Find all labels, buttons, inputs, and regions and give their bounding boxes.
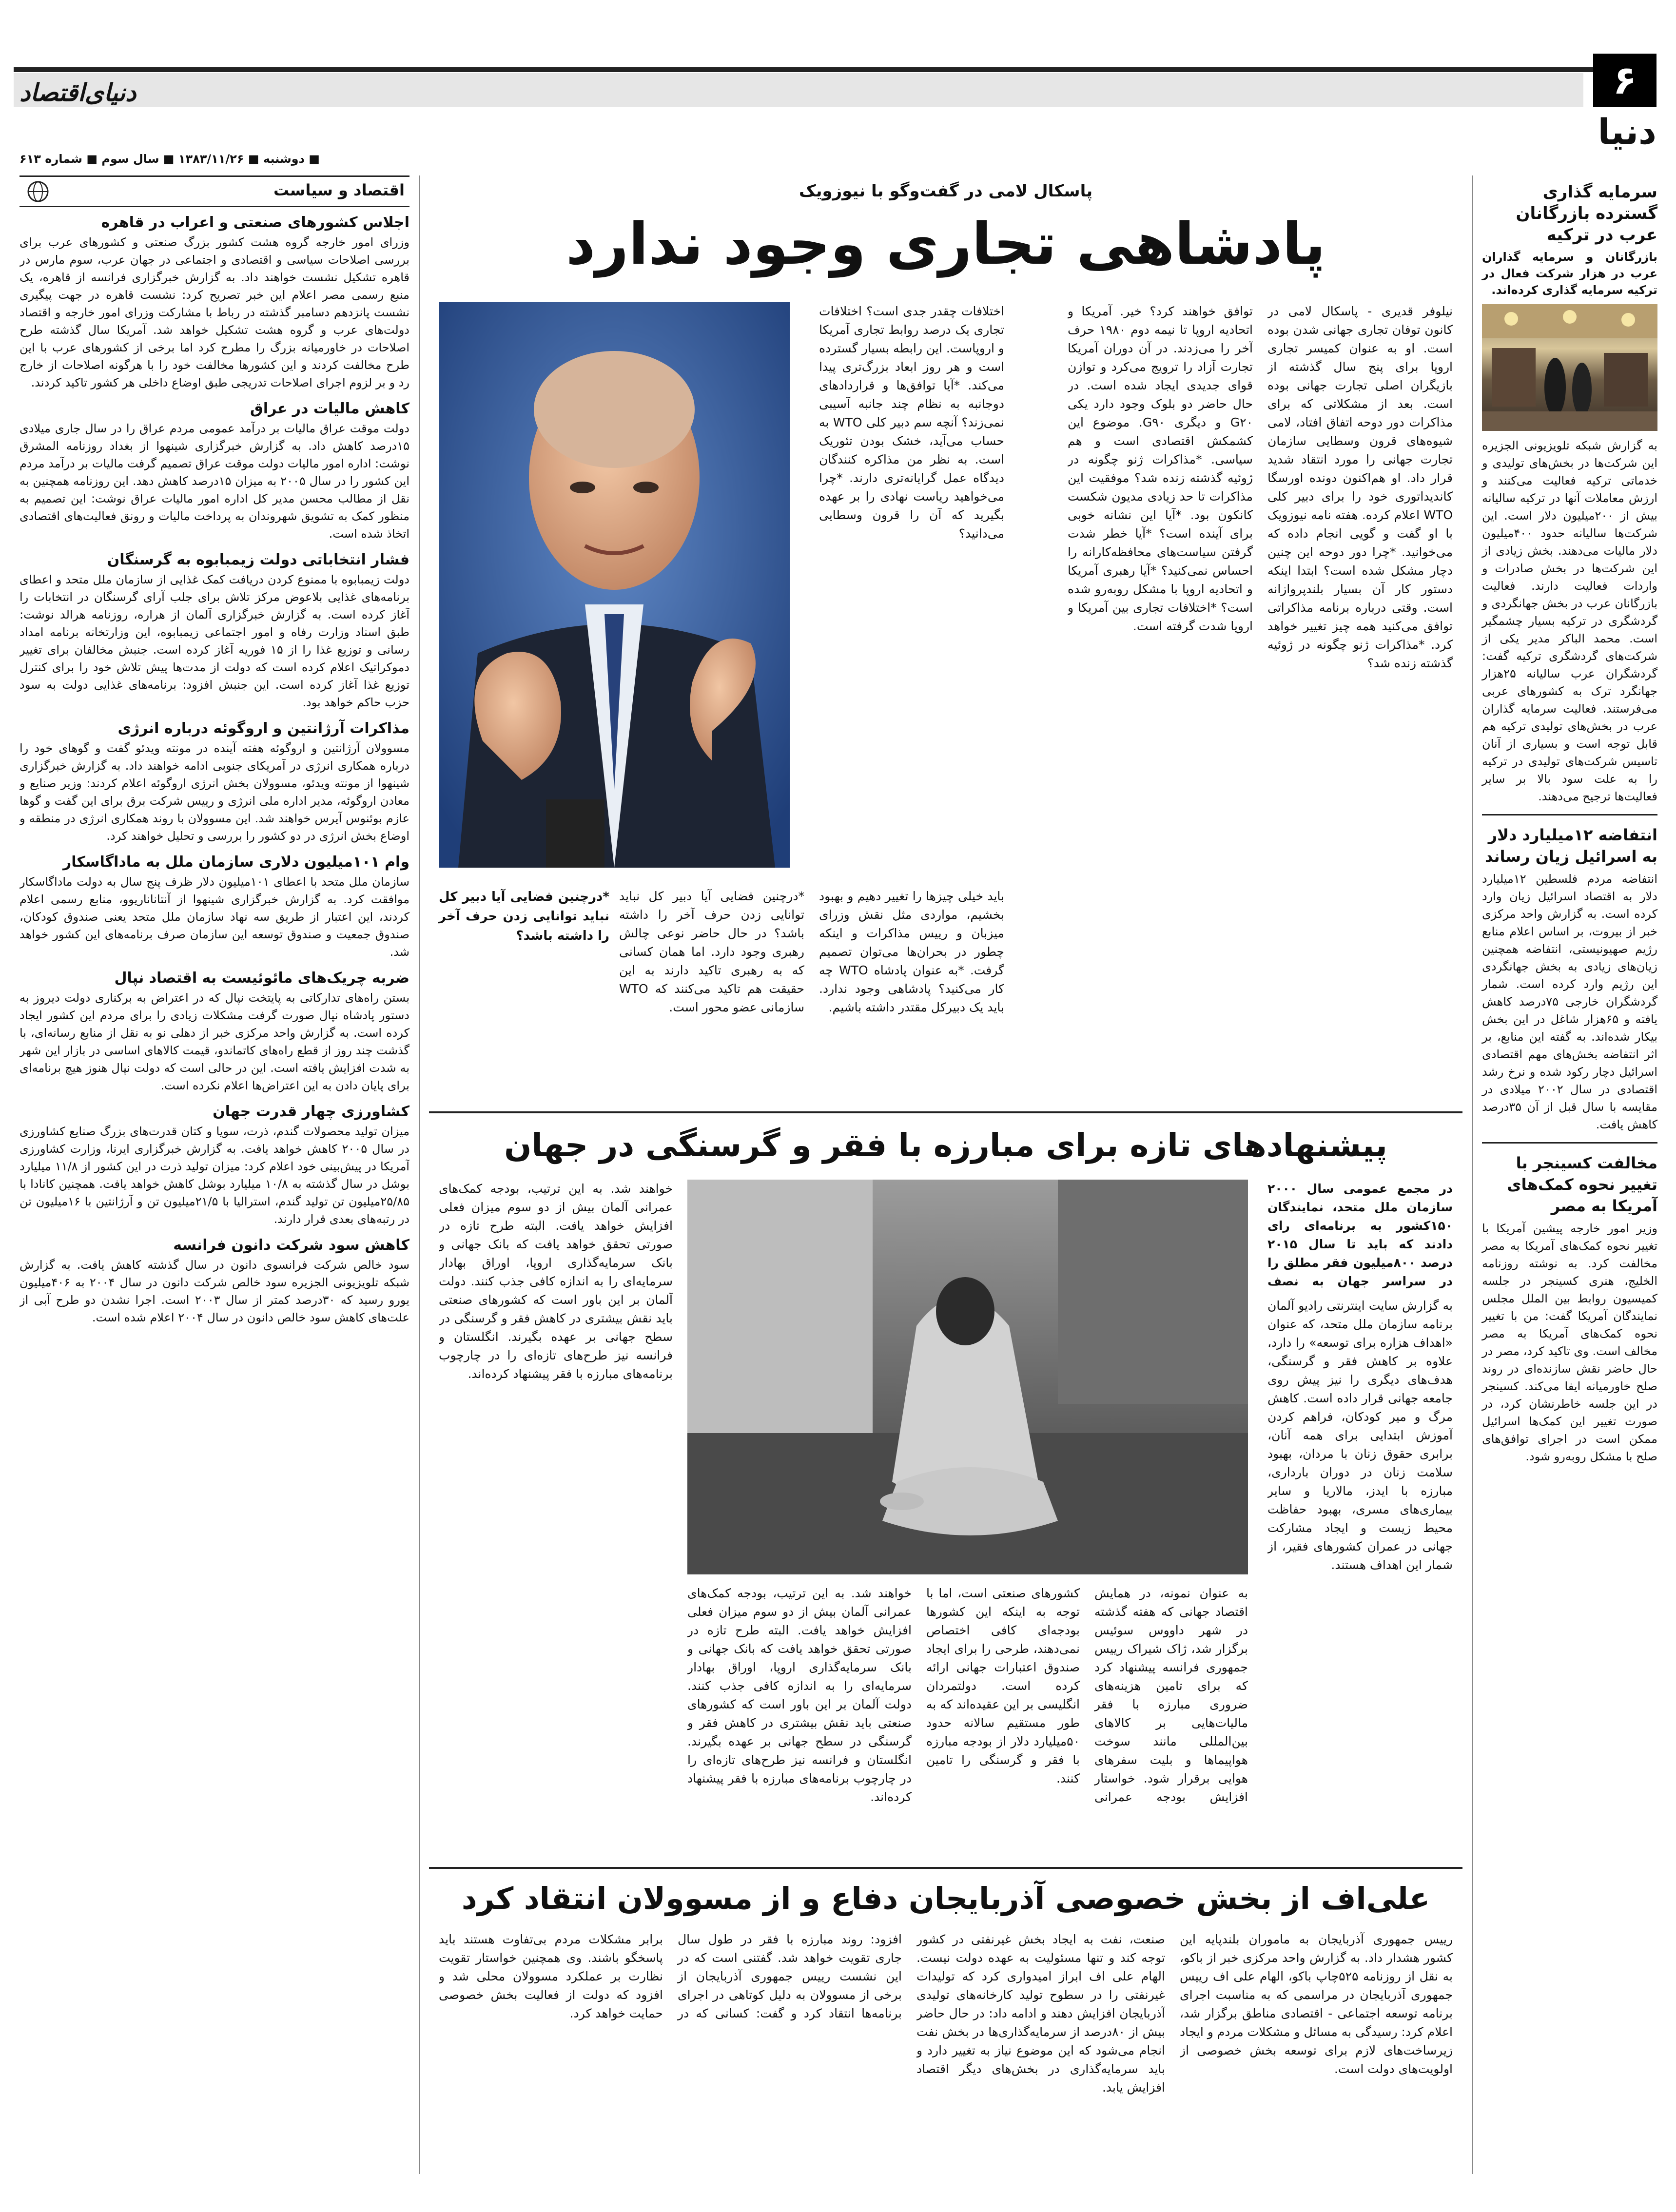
newspaper-logo: دنیای‌اقتصاد <box>19 78 136 107</box>
story2-title: انتفاضه ۱۲میلیارد دلار به اسرائیل زیان رساند <box>1485 826 1657 866</box>
page-number: ۶ <box>1613 58 1637 103</box>
sidebar-item-body: بستن راه‌های تدارکاتی به پایتخت نپال که در اعتراض به برکناری دولت دیروز به دستور پادشاه نپال صورت گرفت مشکلات زیادی را برای مردم این کشور ایجاد کرده است. به گزارش واحد مرکزی خبر از دهلی نو به نقل از منابع رسانه‌ای، با گذشت چند روز از قطع راه‌های کاتماندو، قیمت کالاهای اساسی در بازار این شهر به شدت افزایش یافته است. این در حالی است که دولت نپال هنوز هیچ برنامه‌ای برای پایان دادن به این اعتراض‌ها اعلام نکرده است. <box>19 991 409 1092</box>
lamy-photo-caption: *درچنین فضایی آیا دبیر کل نباید توانایی زدن حرف آخر را داشته باشد؟ <box>439 890 609 943</box>
page-number-box <box>1593 54 1657 107</box>
right-sidebar-column <box>1482 181 1657 1465</box>
sidebar-item-title: کاهش مالیات در عراق <box>250 400 409 417</box>
sidebar-item-title: فشار انتخاباتی دولت زیمبابوه به گرسنگان <box>107 551 409 568</box>
sidebar-item-body: مسوولان آرژانتین و اروگوئه هفته آینده در مونته ویدئو گفت و گوهای خود را درباره همکاری انرژی در آمریکای جنوبی ادامه خواهند داد. به گزارش خبرگزاری شینهوا از مونته ویدئو، مسوولان بخش انرژی اروگوئه اعلام کردند: وزیر صنایع و معادن اروگوئه، مدیر اداره ملی انرژی و رییس شرکت برق برای این گفت و گوها عازم بوئنوس آیرس خواهند شد. این مسوولان با روند همکاری انرژی در منطقه و اوضاع بخش انرژی در دو کشور را بررسی و تحلیل خواهند کرد. <box>19 741 409 843</box>
left-column-divider <box>419 175 420 2174</box>
lead-headline: پادشاهی تجاری وجود ندارد <box>565 210 1326 277</box>
right-sidebar-separator <box>1482 814 1657 815</box>
poverty-story-bottom-rule <box>429 1867 1462 1869</box>
sidebar-item-body: وزرای امور خارجه گروه هشت کشور بزرگ صنعتی و کشورهای عرب برای بررسی اصلاحات سیاسی و اقتصادی و اجتماعی در جهان عرب، سوم مارس در قاهره تشکیل نشست خواهند داد. به گزارش خبرگزاری فرانسه از قاهره، یک منبع رسمی مصر اعلام این خبر تصریح کرد: نشست قاهره در جهت پیگیری نشست پانزدهم دسامبر گذشته در رباط با مشارکت وزرای امور خارجه و اقتصاد دولت‌های عرب و گروه هشت تشکیل خواهد شد. آمریکا سال گذشته طرح اصلاحات در خاورمیانه بزرگ را مطرح کرد اما برخی از کشورهای عرب با این طرح مخالفت کردند و این کشورها مخالفت خود را با هرگونه اصلاحات از خارج رد و بر لزوم اجرای اصلاحات تدریجی طبق اوضاع داخلی هر کشور تاکید کردند. <box>19 235 409 389</box>
azerbaijan-column-2: صنعت، نفت به ایجاد بخش غیرنفتی در کشور توجه کند و تنها مسئولیت به عهده دولت نیست. الهام علی اف ابراز امیدواری کرد که تولیدات غیرنفتی را در سطوح تولید کارخانه‌های تولیدی آذربایجان افزایش دهند و ادامه داد: در حال حاضر بیش از ۸۰درصد از سرمایه‌گذاری‌ها در بخش نفت انجام می‌شود که این موضوع نیاز به تغییر دارد و باید سرمایه‌گذاری در بخش‌های دیگر اقتصاد افزایش یابد. <box>916 1932 1165 2095</box>
story2-body: انتفاضه مردم فلسطین ۱۲میلیارد دلار به اقتصاد اسرائیل زیان وارد کرده است. به گزارش واحد مرکزی خبر از بیروت، بر اساس اعلام منابع رژیم صهیونیستی، انتفاضه همچنین زیان‌های زیادی به بخش جهانگردی این رژیم وارد کرده است. شمار گردشگران خارجی ۷۵درصد کاهش یافته و ۶۵هزار شاغل در این بخش بیکار شده‌اند. به گفته این منابع، بر اثر انتفاضه بخش‌های مهم اقتصادی اسرائیل دچار رکود شده و نرخ رشد اقتصادی در سال ۲۰۰۲ میلادی در مقایسه با سال قبل از آن ۳۵درصد کاهش یافت. <box>1482 872 1658 1131</box>
sidebar-item-body: دولت موقت عراق مالیات بر درآمد عمومی مردم عراق را در سال جاری میلادی ۱۵درصد کاهش داد. به گزارش خبرگزاری شینهوا از بغداد روزنامه المشرق نوشت: اداره امور مالیات دولت موقت عراق تصمیم گرفت مالیات بر درآمد مردم این کشور را در سال ۲۰۰۵ به میزان ۱۵درصد کاهش دهد. این روزنامه همچنین به نقل از مطالب محسن مدیر کل اداره امور مالیات عراق نوشت: این تصمیم به منظور کمک به تشویق شهروندان به پرداخت مالیات و رونق فعالیت‌های اقتصادی اتخاذ شده است. <box>19 422 409 541</box>
sidebar-rubric: اقتصاد و سیاست <box>273 181 405 199</box>
poverty-column-2: به عنوان نمونه، در همایش اقتصاد جهانی که هفته گذشته در شهر داووس سوئیس برگزار شد، ژاک شیراک رییس جمهوری فرانسه پیشنهاد کرد که برای تامین هزینه‌های ضروری مبارزه با فقر مالیات‌هایی بر کالاهای بین‌المللی مانند سوخت هواپیماها و بلیت سفرهای هوایی برقرار شود. خواستار افزایش بودجه عمرانی کشورهای صنعتی است، اما با توجه به اینکه این کشورها بودجه‌ای کافی اختصاص نمی‌دهند، طرحی را برای ایجاد صندوق اعتبارات جهانی ارائه کرده است. دولتمردان انگلیسی بر این عقیده‌اند که به طور مستقیم سالانه حدود ۵۰میلیارد دلار از بودجه مبارزه با فقر و گرسنگی را تامین کنند. <box>926 1586 1248 1804</box>
globe-icon <box>26 180 50 203</box>
sidebar-item-title: کاهش سود شرکت دانون فرانسه <box>173 1237 409 1254</box>
section-title: دنیا <box>1598 111 1657 152</box>
masthead-band <box>14 73 1583 107</box>
lead-kicker: پاسکال لامی در گفت‌وگو با نیوزویک <box>799 181 1093 201</box>
lead-column-5: *درچنین فضایی آیا دبیر کل نباید توانایی زدن حرف آخر را داشته باشد؟ در حال حاضر نوعی چالش رهبری وجود دارد. اما همان کسانی که به رهبری تاکید دارند به این حقیقت هم تاکید می‌کنند که WTO سازمانی عضو محور است. <box>619 889 804 1014</box>
story3-body: وزیر امور خارجه پیشین آمریکا با تغییر نحوه کمک‌های آمریکا به مصر مخالفت کرد. به نوشته روزنامه الخلیج، هنری کسینجر در جلسه کمیسیون روابط بین الملل مجلس نمایندگان آمریکا گفت: من با تغییر نحوه کمک‌های آمریکا به مصر مخالف است. وی تاکید کرد، مصر در حال حاضر نقش سازنده‌ای در روند صلح خاورمیانه ایفا می‌کند. کسینجر در این جلسه خاطرنشان کرد، در صورت تغییر این کمک‌ها اسرائیل ممکن است در اجرای توافق‌های صلح با مشکل روبه‌رو شود. <box>1482 1222 1657 1463</box>
sidebar-item-title: مذاکرات آرژانتین و اروگوئه درباره انرژی <box>117 720 409 737</box>
right-column-divider <box>1472 175 1473 2174</box>
lamy-photo <box>439 302 790 868</box>
azerbaijan-column-1: رییس جمهوری آذربایجان به ماموران بلندپایه این کشور هشدار داد. به گزارش واحد مرکزی خبر از باکو، به نقل از روزنامه ۵۲۵چاپ باکو، الهام علی اف رییس جمهوری آذربایجان در مراسمی که به مناسبت اجرای برنامه توسعه اجتماعی - اقتصادی مناطق برگزار شد، اعلام کرد: رسیدگی به مسائل و مشکلات مردم و ایجاد زیرساخت‌های لازم برای توسعه بخش خصوصی از اولویت‌های دولت است. <box>1180 1932 1453 2076</box>
sidebar-item-body: سود خالص شرکت فرانسوی دانون در سال گذشته کاهش یافت. به گزارش شبکه تلویزیونی الجزیره سود خالص شرکت دانون در سال ۲۰۰۴ به ۴۰۶میلیون یورو رسید که ۳۰درصد کمتر از سال ۲۰۰۳ است. اجرا نشدن دو طرح آبی از علت‌های کاهش سود خالص دانون در سال ۲۰۰۴ اعلام شده است. <box>19 1258 409 1324</box>
story1-title: سرمایه گذاری گسترده بازرگانان عرب در ترکیه <box>1516 182 1657 245</box>
sidebar-item-title: وام ۱۰۱میلیون دلاری سازمان ملل به ماداگاسکار <box>62 854 409 871</box>
story3-title: مخالفت کسینجر با تغییر نحوه کمک‌های آمریکا به مصر <box>1507 1154 1657 1215</box>
poverty-column-3: خواهند شد. به این ترتیب، بودجه کمک‌های عمرانی آلمان بیش از دو سوم میزان فعلی افزایش خواهد یافت. البته طرح تازه در صورتی تحقق خواهد یافت که بانک جهانی و بانک سرمایه‌گذاری اروپا، اوراق بهادار سرمایه‌ای را به اندازه کافی جذب کنند. دولت آلمان بر این باور است که کشورهای صنعتی باید نقش بیشتری در کاهش فقر و گرسنگی در سطح جهانی بر عهده بگیرند. انگلستان و فرانسه نیز طرح‌های تازه‌ای را در چارچوب برنامه‌های مبارزه با فقر پیشنهاد کرده‌اند. <box>439 1182 673 1381</box>
lead-column-2: توافق خواهند کرد؟ خیر. آمریکا و اتحادیه اروپا تا نیمه دوم ۱۹۸۰ حرف آخر را می‌زدند. در آن دوران آمریکا تجارت آزاد را ترویج می‌کرد و توازن قوای جدیدی ایجاد شده است. در حال حاضر دو بلوک وجود دارد یکی G۲۰ و دیگری G۹۰. موضوع این کشمکش اقتصادی است و هم سیاسی. *مذاکرات ژنو چگونه در ژوئیه گذشته زنده شد؟ موفقیت این مذاکرات تا حد زیادی مدیون شکست کانکون بود. *آیا این نشانه خوبی برای آینده است؟ *آیا خطر شدت گرفتن سیاست‌های محافظه‌کارانه را احساس نمی‌کنید؟ *آیا رهبری آمریکا و اتحادیه اروپا با مشکل روبه‌رو شده است؟ *اختلافات تجاری بین آمریکا و اروپا شدت گرفته است. <box>1068 304 1253 633</box>
poverty-lead: در مجمع عمومی سال ۲۰۰۰ سازمان ملل متحد، نمایندگان ۱۵۰کشور به برنامه‌ای رای دادند که باید تا سال ۲۰۱۵ درصد ۸۰۰میلیون فقر مطلق را در سراسر جهان به نصف <box>1267 1182 1453 1288</box>
dateline: ■ دوشنبه ■ ۱۳۸۳/۱۱/۲۶ ■ سال سوم ■ شماره ۶۱۳ <box>19 152 320 166</box>
bazaar-photo <box>1482 304 1657 431</box>
sidebar-item-body: دولت زیمبابوه با ممنوع کردن دریافت کمک غذایی از سازمان ملل متحد و اعطای برنامه‌های غذایی بلاعوض مرکز تلاش برای جلب آرای گرسنگان در انتخابات را آغاز کرده است. به گزارش خبرگزاری آلمان از هراره، روزنامه هرالد نوشت: طبق اسناد وزارت رفاه و امور اجتماعی زیمبابوه، این وزارتخانه برنامه امداد رسانی و توزیع غذا را از ۱۵ فوریه آغاز کرده است. جنبش مخالفان برای تغییر دموکراتیک اعلام کرده است که دولت از مدت‌ها پیش تلاش خود را برای کنترل توزیع غذا آغاز کرده است. این جنبش افزود: برنامه‌های غذایی دولت به سود حزب حاکم خواهد بود. <box>19 573 409 709</box>
sidebar-item-body: میزان تولید محصولات گندم، ذرت، سویا و کتان قدرت‌های بزرگ صنایع کشاورزی در سال ۲۰۰۵ کاهش خواهد یافت. به گزارش خبرگزاری ایرنا، وزارت کشاورزی آمریکا در پیش‌بینی خود اعلام کرد: میزان تولید ذرت در این کشور از ۱۱/۸ میلیارد بوشل در سال گذشته به ۱۰/۸ میلیارد بوشل کاهش خواهد یافت. همچنین کانادا با ۲۵/۸۵میلیون تن تولید گندم، استرالیا با ۲۱/۵میلیون تن و آرژانتین با ۱۶میلیون تن در رتبه‌های بعدی قرار دارند. <box>19 1125 409 1226</box>
sidebar-rubric-bar <box>19 175 409 207</box>
lead-column-1: نیلوفر قدیری - پاسکال لامی در کانون توفان تجاری جهانی شدن بوده است. او به عنوان کمیسر تجاری اروپا برای پنج سال گذشته از بازیگران اصلی تجارت جهانی بوده است. بعد از مشکلاتی که برای مذاکرات دور دوحه اتفاق افتاد، لامی شیوه‌های قرون وسطایی سازمان تجارت جهانی را مورد انتقاد شدید قرار داد. او هم‌اکنون دونده اورسگا کاندیداتوری خود را برای دبیر کلی WTO اعلام کرده. هفته نامه نیوزویک با او گفت و گویی انجام داده که می‌خوانید. *چرا دور دوحه این چنین دچار مشکل شده است؟ ابتدا اینکه دستور کار آن بسیار بلندپروازانه است. وقتی درباره برنامه مذاکراتی توافق می‌کنید همه چیز تغییر خواهد کرد. *مذاکرات ژنو چگونه در ژوئیه گذشته زنده شد؟ <box>1267 304 1453 670</box>
poverty-photo <box>687 1180 1248 1574</box>
azerbaijan-headline: علی‌اف از بخش خصوصی آذربایجان دفاع و از مسوولان انتقاد کرد <box>461 1881 1430 1916</box>
lead-story-bottom-rule <box>429 1111 1462 1113</box>
poverty-column-1: به گزارش سایت اینترنتی رادیو آلمان برنامه سازمان ملل متحد، که عنوان «اهداف هزاره برای توسعه» را دارد، علاوه بر کاهش فقر و گرسنگی، هدف‌های دیگری را نیز پیش روی جامعه جهانی قرار داده است. کاهش مرگ و میر کودکان، فراهم کردن آموزش ابتدایی برای همه آنان، برابری حقوق زنان با مردان، بهبود سلامت زنان در دوران بارداری، مبارزه با ایدز، مالاریا و سایر بیماری‌های مسری، بهبود حفاظت محیط زیست و ایجاد مشارکت جهانی در عمران کشورهای فقیر، از شمار این اهداف هستند. <box>1267 1299 1453 1572</box>
story1-lead: بازرگانان و سرمایه گذاران عرب در هزار شرکت فعال در ترکیه سرمایه گذاری کرده‌اند. <box>1482 250 1657 297</box>
right-sidebar-separator <box>1482 1142 1657 1144</box>
poverty-column-4: خواهند شد. به این ترتیب، بودجه کمک‌های عمرانی آلمان بیش از دو سوم میزان فعلی افزایش خواهد یافت. البته طرح تازه در صورتی تحقق خواهد یافت که بانک جهانی و بانک سرمایه‌گذاری اروپا، اوراق بهادار سرمایه‌ای را به اندازه کافی جذب کنند. دولت آلمان بر این باور است که کشورهای صنعتی باید نقش بیشتری در کاهش فقر و گرسنگی در سطح جهانی بر عهده بگیرند. انگلستان و فرانسه نیز طرح‌های تازه‌ای را در چارچوب برنامه‌های مبارزه با فقر پیشنهاد کرده‌اند. <box>687 1586 912 1804</box>
sidebar-item-title: ضربه چریک‌های مائوئیست به اقتصاد نپال <box>114 970 409 987</box>
sidebar-item-body: سازمان ملل متحد با اعطای ۱۰۱میلیون دلار ظرف پنج سال به دولت ماداگاسکار موافقت کرد. به گزارش خبرگزاری شینهوا از آنتاناناریوو، منابع رسمی اعلام کردند، این اعتبار از طریق سه نهاد سازمان ملل متحد یعنی صندوق کودکان، صندوق جمعیت و صندوق توسعه این سازمان صرف برنامه‌های این کشور خواهد شد. <box>19 875 409 959</box>
masthead-top-rule <box>14 67 1598 72</box>
story1-body: به گزارش شبکه تلویزیونی الجزیره این شرکت‌ها در بخش‌های تولیدی و خدماتی ترکیه فعالیت می‌کنند و ارزش معاملات آنها در ترکیه سالیانه بیش از ۲۰۰میلیون دلار است. این شرکت‌ها سالیانه حدود ۴۰۰میلیون دلار مالیات می‌دهند. بخش زیادی از این شرکت‌ها در بخش صادرات و واردات فعالیت دارند. فعالیت بازرگانان عرب در بخش جهانگردی و گردشگری در ترکیه بسیار چشمگیر است. محمد الباکر مدیر یکی از شرکت‌های گردشگری ترکیه گفت: گردشگران عرب سالیانه ۲۵هزار جهانگرد ترک به کشورهای عربی می‌فرستند. فعالیت سرمایه گذاران عرب در بخش‌های تولیدی ترکیه هم قابل توجه است و بسیاری از آنان تاسیس شرکت‌های تولیدی در ترکیه را به علت سود بالا بر سایر فعالیت‌ها ترجیح می‌دهند. <box>1482 439 1657 803</box>
left-sidebar-column <box>19 212 409 2176</box>
lead-column-3: اختلافات چقدر جدی است؟ اختلافات تجاری یک درصد روابط تجاری آمریکا و اروپاست. این رابطه بسیار گسترده است و هر روز ابعاد بزرگ‌تری پیدا می‌کند. *آیا توافق‌ها و قراردادهای دوجانبه به نظام چند جانبه آسیبی نمی‌زند؟ آنچه سم دبیر کلی WTO به حساب می‌آید، خشک بودن تئوریک است. به نظر من مذاکره کنندگان دیدگاه عمل گرایانه‌تری دارند. *چرا می‌خواهید ریاست نهادی را بر عهده بگیرید که آن را قرون وسطایی می‌دانید؟ <box>819 304 1004 541</box>
sidebar-item-title: اجلاس کشورهای صنعتی و اعراب در قاهره <box>101 214 409 231</box>
sidebar-item-title: کشاورزی چهار قدرت جهان <box>213 1103 409 1120</box>
lead-column-4: باید خیلی چیزها را تغییر دهیم و بهبود بخشیم، مواردی مثل نقش وزرای میزبان و رییس مذاکرات و اینکه چطور در بحران‌ها می‌توان تصمیم گرفت. *به عنوان پادشاه WTO چه کار می‌کنید؟ پادشاهی وجود ندارد. باید یک دبیرکل مقتدر داشته باشیم. <box>819 889 1004 1014</box>
poverty-headline: پیشنهادهای تازه برای مبارزه با فقر و گرسنگی در جهان <box>504 1126 1387 1164</box>
azerbaijan-column-3: افزود: روند مبارزه با فقر در طول سال جاری تقویت خواهد شد. گفتنی است که در این نشست رییس جمهوری آذربایجان از برخی از مسوولان به دلیل کوتاهی در اجرای برنامه‌ها انتقاد کرد و گفت: کسانی که در برابر مشکلات مردم بی‌تفاوت هستند باید پاسخگو باشند. وی همچنین خواستار تقویت نظارت بر عملکرد مسوولان محلی شد و افزود که دولت از فعالیت بخش خصوصی حمایت خواهد کرد. <box>439 1932 902 2020</box>
